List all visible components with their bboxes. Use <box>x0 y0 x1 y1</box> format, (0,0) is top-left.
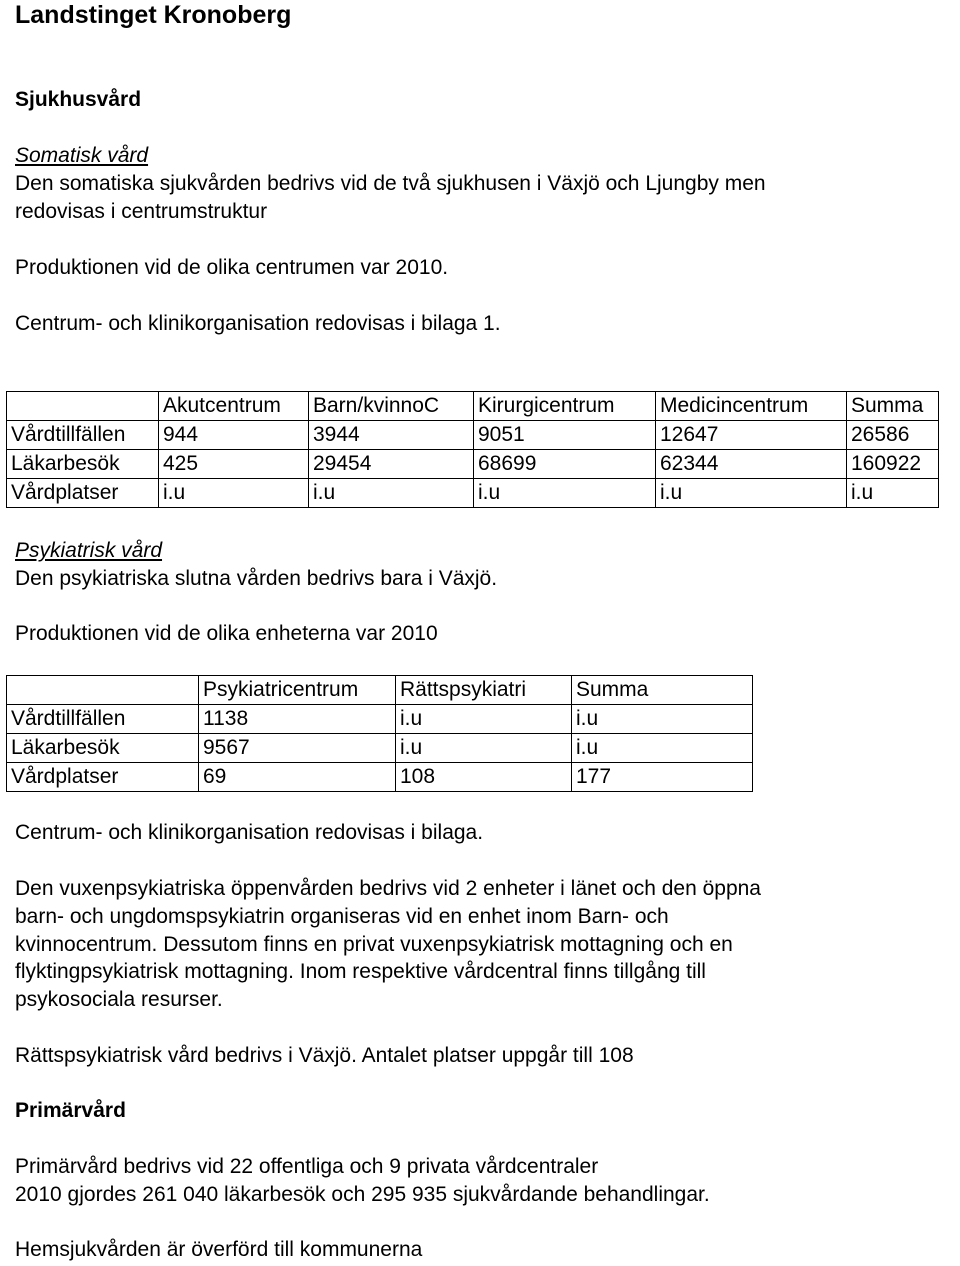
table-cell: i.u <box>309 479 474 508</box>
page-title: Landstinget Kronoberg <box>15 1 292 29</box>
psykiatrisk-text-line-1: Den psykiatriska slutna vården bedrivs bara i Växjö. <box>15 567 498 590</box>
table-cell: i.u <box>847 479 939 508</box>
table-cell: 68699 <box>474 450 656 479</box>
table-cell: 425 <box>159 450 309 479</box>
table-cell: i.u <box>396 734 572 763</box>
table-cell: Vårdtillfällen <box>7 705 199 734</box>
table-cell: Vårdtillfällen <box>7 421 159 450</box>
hemsjukvard-text: Hemsjukvården är överförd till kommunerna <box>15 1238 423 1261</box>
table-row <box>7 479 939 508</box>
table-cell: 108 <box>396 763 572 792</box>
table-header-cell: Barn/kvinnoC <box>309 392 474 421</box>
table-header-cell <box>7 676 199 705</box>
table-cell: i.u <box>159 479 309 508</box>
subheading-psykiatrisk-vard: Psykiatrisk vård <box>15 539 163 562</box>
table-header-cell: Akutcentrum <box>159 392 309 421</box>
table-cell: i.u <box>572 705 753 734</box>
table-row <box>7 734 753 763</box>
table-row <box>7 705 753 734</box>
table-cell: Vårdplatser <box>7 763 199 792</box>
table-row <box>7 763 753 792</box>
paragraph-line: Den vuxenpsykiatriska öppenvården bedrivs vid 2 enheter i länet och den öppna <box>15 877 761 900</box>
heading-sjukhusvard: Sjukhusvård <box>15 88 142 111</box>
subheading-somatisk-vard: Somatisk vård <box>15 144 149 167</box>
heading-primarvard: Primärvård <box>15 1099 126 1122</box>
table-header-cell: Summa <box>847 392 939 421</box>
table-cell: 9051 <box>474 421 656 450</box>
table-cell: 29454 <box>309 450 474 479</box>
psykiatrisk-production-table <box>6 675 753 792</box>
paragraph-line: psykosociala resurser. <box>15 988 223 1011</box>
primarvard-text-line-2: 2010 gjordes 261 040 läkarbesök och 295 935 sjukvårdande behandlingar. <box>15 1183 710 1206</box>
table-header-cell <box>7 392 159 421</box>
psykiatrisk-production-text: Produktionen vid de olika enheterna var 2010 <box>15 622 438 645</box>
table-header-cell: Kirurgicentrum <box>474 392 656 421</box>
table-cell: i.u <box>656 479 847 508</box>
table-cell: 9567 <box>199 734 396 763</box>
table-row <box>7 421 939 450</box>
table-cell: i.u <box>474 479 656 508</box>
table-header-cell: Rättspsykiatri <box>396 676 572 705</box>
table-header-cell: Psykiatricentrum <box>199 676 396 705</box>
rattspsykiatri-text: Rättspsykiatrisk vård bedrivs i Växjö. Antalet platser uppgår till 108 <box>15 1044 634 1067</box>
table-header-row <box>7 676 753 705</box>
somatisk-text-line-2: redovisas i centrumstruktur <box>15 200 268 223</box>
table-cell: Vårdplatser <box>7 479 159 508</box>
table-cell: Läkarbesök <box>7 450 159 479</box>
somatisk-production-text: Produktionen vid de olika centrumen var 2010. <box>15 256 449 279</box>
paragraph-line: kvinnocentrum. Dessutom finns en privat vuxenpsykiatrisk mottagning och en <box>15 933 733 956</box>
table-cell: i.u <box>572 734 753 763</box>
table-header-cell: Medicincentrum <box>656 392 847 421</box>
table-cell: 3944 <box>309 421 474 450</box>
somatisk-production-table <box>6 391 939 508</box>
psykiatrisk-org-text: Centrum- och klinikorganisation redovisas i bilaga. <box>15 821 484 844</box>
table-cell: 12647 <box>656 421 847 450</box>
table-cell: 944 <box>159 421 309 450</box>
table-cell: 62344 <box>656 450 847 479</box>
somatisk-text-line-1: Den somatiska sjukvården bedrivs vid de två sjukhusen i Växjö och Ljungby men <box>15 172 766 195</box>
table-cell: Läkarbesök <box>7 734 199 763</box>
table-row <box>7 450 939 479</box>
table-cell: 26586 <box>847 421 939 450</box>
table-header-cell: Summa <box>572 676 753 705</box>
table-cell: 69 <box>199 763 396 792</box>
table-cell: 160922 <box>847 450 939 479</box>
table-cell: 1138 <box>199 705 396 734</box>
somatisk-org-text: Centrum- och klinikorganisation redovisas i bilaga 1. <box>15 312 501 335</box>
paragraph-line: flyktingpsykiatrisk mottagning. Inom respektive vårdcentral finns tillgång till <box>15 960 706 983</box>
table-header-row <box>7 392 939 421</box>
paragraph-line: barn- och ungdomspsykiatrin organiseras vid en enhet inom Barn- och <box>15 905 669 928</box>
table-cell: i.u <box>396 705 572 734</box>
primarvard-text-line-1: Primärvård bedrivs vid 22 offentliga och 9 privata vårdcentraler <box>15 1155 599 1178</box>
table-cell: 177 <box>572 763 753 792</box>
